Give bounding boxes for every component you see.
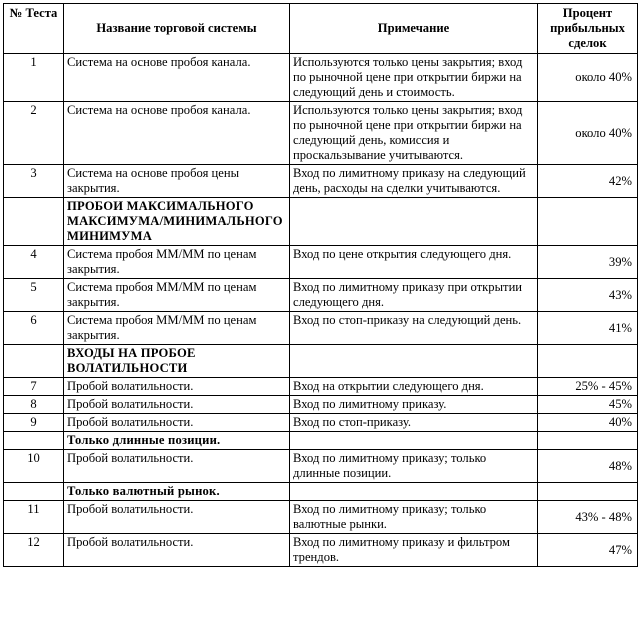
profit-percent-cell: 48% [538, 450, 638, 483]
profit-percent-cell: 39% [538, 246, 638, 279]
header-note: Примечание [290, 4, 538, 54]
table-row [4, 279, 638, 312]
test-number-cell: 5 [4, 279, 64, 312]
header-profit-percent: Процент прибыльных сделок [538, 4, 638, 54]
trading-systems-table [3, 3, 638, 567]
system-name-cell: Система пробоя ММ/ММ по ценам закрытия. [64, 312, 290, 345]
test-number-cell: 6 [4, 312, 64, 345]
section-row [4, 483, 638, 501]
profit-percent-cell: 42% [538, 165, 638, 198]
header-test-number: № Теста [4, 4, 64, 54]
test-number-cell: 12 [4, 534, 64, 567]
section-empty-cell [4, 198, 64, 246]
profit-percent-cell: 47% [538, 534, 638, 567]
section-label: ПРОБОИ МАКСИМАЛЬНОГО МАКСИМУМА/МИНИМАЛЬНОГО МИНИМУМА [64, 198, 290, 246]
table-row [4, 396, 638, 414]
section-label: Только валютный рынок. [64, 483, 290, 501]
note-cell: Вход по лимитному приказу и фильтром трендов. [290, 534, 538, 567]
section-empty-cell [538, 345, 638, 378]
table-row [4, 378, 638, 396]
system-name-cell: Пробой волатильности. [64, 378, 290, 396]
test-number-cell: 3 [4, 165, 64, 198]
section-row [4, 432, 638, 450]
section-empty-cell [4, 432, 64, 450]
table-row [4, 165, 638, 198]
test-number-cell: 1 [4, 54, 64, 102]
section-label: ВХОДЫ НА ПРОБОЕ ВОЛАТИЛЬНОСТИ [64, 345, 290, 378]
profit-percent-cell: 25% - 45% [538, 378, 638, 396]
profit-percent-cell: 41% [538, 312, 638, 345]
table-row [4, 414, 638, 432]
profit-percent-cell: около 40% [538, 54, 638, 102]
table-row [4, 501, 638, 534]
section-empty-cell [290, 432, 538, 450]
test-number-cell: 9 [4, 414, 64, 432]
test-number-cell: 4 [4, 246, 64, 279]
test-number-cell: 7 [4, 378, 64, 396]
table-body [4, 54, 638, 567]
section-empty-cell [290, 345, 538, 378]
note-cell: Вход по лимитному приказу; только валютные рынки. [290, 501, 538, 534]
table-row [4, 450, 638, 483]
table-row [4, 312, 638, 345]
profit-percent-cell: около 40% [538, 102, 638, 165]
table-row [4, 246, 638, 279]
section-row [4, 198, 638, 246]
test-number-cell: 8 [4, 396, 64, 414]
profit-percent-cell: 45% [538, 396, 638, 414]
note-cell: Используются только цены закрытия; вход по рыночной цене при открытии биржи на следующий день, комиссия и проскальзывание учитываются. [290, 102, 538, 165]
note-cell: Вход по лимитному приказу при открытии следующего дня. [290, 279, 538, 312]
test-number-cell: 11 [4, 501, 64, 534]
table-row [4, 54, 638, 102]
system-name-cell: Система на основе пробоя канала. [64, 54, 290, 102]
note-cell: Вход по цене открытия следующего дня. [290, 246, 538, 279]
system-name-cell: Система на основе пробоя канала. [64, 102, 290, 165]
note-cell: Вход по лимитному приказу на следующий день, расходы на сделки учитываются. [290, 165, 538, 198]
profit-percent-cell: 40% [538, 414, 638, 432]
section-empty-cell [290, 198, 538, 246]
table-row [4, 534, 638, 567]
note-cell: Используются только цены закрытия; вход по рыночной цене при открытии биржи на следующий день и стоимость. [290, 54, 538, 102]
system-name-cell: Система на основе пробоя цены закрытия. [64, 165, 290, 198]
header-row [4, 4, 638, 54]
system-name-cell: Система пробоя ММ/ММ по ценам закрытия. [64, 246, 290, 279]
system-name-cell: Пробой волатильности. [64, 534, 290, 567]
note-cell: Вход на открытии следующего дня. [290, 378, 538, 396]
section-empty-cell [290, 483, 538, 501]
profit-percent-cell: 43% [538, 279, 638, 312]
system-name-cell: Пробой волатильности. [64, 414, 290, 432]
section-empty-cell [538, 483, 638, 501]
note-cell: Вход по стоп-приказу. [290, 414, 538, 432]
profit-percent-cell: 43% - 48% [538, 501, 638, 534]
section-empty-cell [4, 483, 64, 501]
table-row [4, 102, 638, 165]
note-cell: Вход по лимитному приказу. [290, 396, 538, 414]
system-name-cell: Пробой волатильности. [64, 396, 290, 414]
header-system-name: Название торговой системы [64, 4, 290, 54]
section-empty-cell [4, 345, 64, 378]
section-empty-cell [538, 198, 638, 246]
system-name-cell: Пробой волатильности. [64, 450, 290, 483]
system-name-cell: Система пробоя ММ/ММ по ценам закрытия. [64, 279, 290, 312]
section-label: Только длинные позиции. [64, 432, 290, 450]
note-cell: Вход по стоп-приказу на следующий день. [290, 312, 538, 345]
section-row [4, 345, 638, 378]
test-number-cell: 10 [4, 450, 64, 483]
test-number-cell: 2 [4, 102, 64, 165]
system-name-cell: Пробой волатильности. [64, 501, 290, 534]
section-empty-cell [538, 432, 638, 450]
note-cell: Вход по лимитному приказу; только длинные позиции. [290, 450, 538, 483]
